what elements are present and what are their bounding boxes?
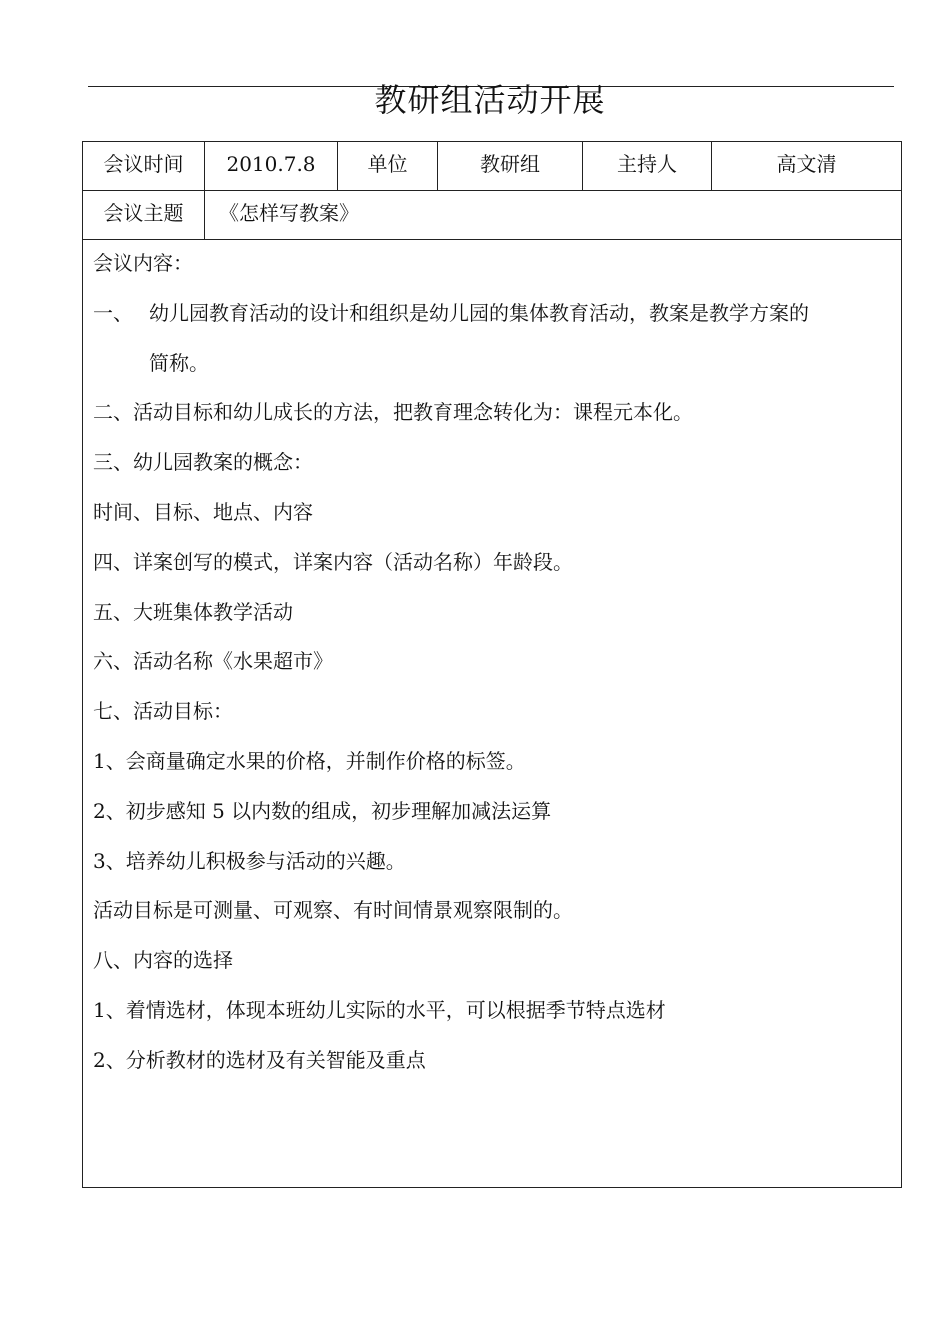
content-line: 活动目标是可测量、可观察、有时间情景观察限制的。 bbox=[93, 898, 573, 923]
meeting-content bbox=[83, 240, 901, 1075]
content-line: 1、着情选材，体现本班幼儿实际的水平，可以根据季节特点选材 bbox=[93, 997, 666, 1022]
content-line: 三、幼儿园教案的概念： bbox=[93, 450, 313, 475]
unit-value: 教研组 bbox=[438, 142, 583, 191]
content-line: 2、初步感知 5 以内数的组成，初步理解加减法运算 bbox=[93, 798, 552, 823]
content-line: 四、详案创写的模式，详案内容（活动名称）年龄段。 bbox=[93, 549, 573, 574]
content-line: 3、培养幼儿积极参与活动的兴趣。 bbox=[93, 848, 406, 873]
host-label: 主持人 bbox=[583, 142, 712, 191]
content-line: 五、大班集体教学活动 bbox=[93, 599, 293, 624]
content-line: 时间、目标、地点、内容 bbox=[93, 499, 313, 524]
content-line: 六、活动名称《水果超市》 bbox=[93, 649, 333, 674]
topic-label: 会议主题 bbox=[83, 191, 205, 240]
content-line: 八、内容的选择 bbox=[93, 948, 233, 973]
meeting-info-row bbox=[83, 142, 902, 191]
meeting-content-row bbox=[83, 240, 902, 1188]
host-value: 高文清 bbox=[712, 142, 902, 191]
item-1-number: 一、 bbox=[93, 300, 133, 325]
content-item-1-continuation: 简称。 bbox=[149, 350, 209, 375]
topic-value: 《怎样写教案》 bbox=[205, 191, 902, 240]
time-value: 2010.7.8 bbox=[205, 142, 338, 191]
content-line: 二、活动目标和幼儿成长的方法，把教育理念转化为：课程元本化。 bbox=[93, 400, 693, 425]
unit-label: 单位 bbox=[338, 142, 438, 191]
content-item-1 bbox=[93, 298, 901, 328]
content-label: 会议内容： bbox=[93, 251, 193, 275]
content-line: 七、活动目标： bbox=[93, 699, 233, 724]
meeting-content-cell bbox=[83, 240, 902, 1188]
document-title: 教研组活动开展 bbox=[374, 81, 606, 119]
meeting-topic-row bbox=[83, 191, 902, 240]
content-line: 2、分析教材的选材及有关智能及重点 bbox=[93, 1047, 426, 1072]
item-1-text: 幼儿园教育活动的设计和组织是幼儿园的集体教育活动，教案是教学方案的 bbox=[149, 300, 809, 325]
time-label: 会议时间 bbox=[83, 142, 205, 191]
meeting-table bbox=[82, 141, 902, 1188]
content-line: 1、会商量确定水果的价格，并制作价格的标签。 bbox=[93, 748, 526, 773]
